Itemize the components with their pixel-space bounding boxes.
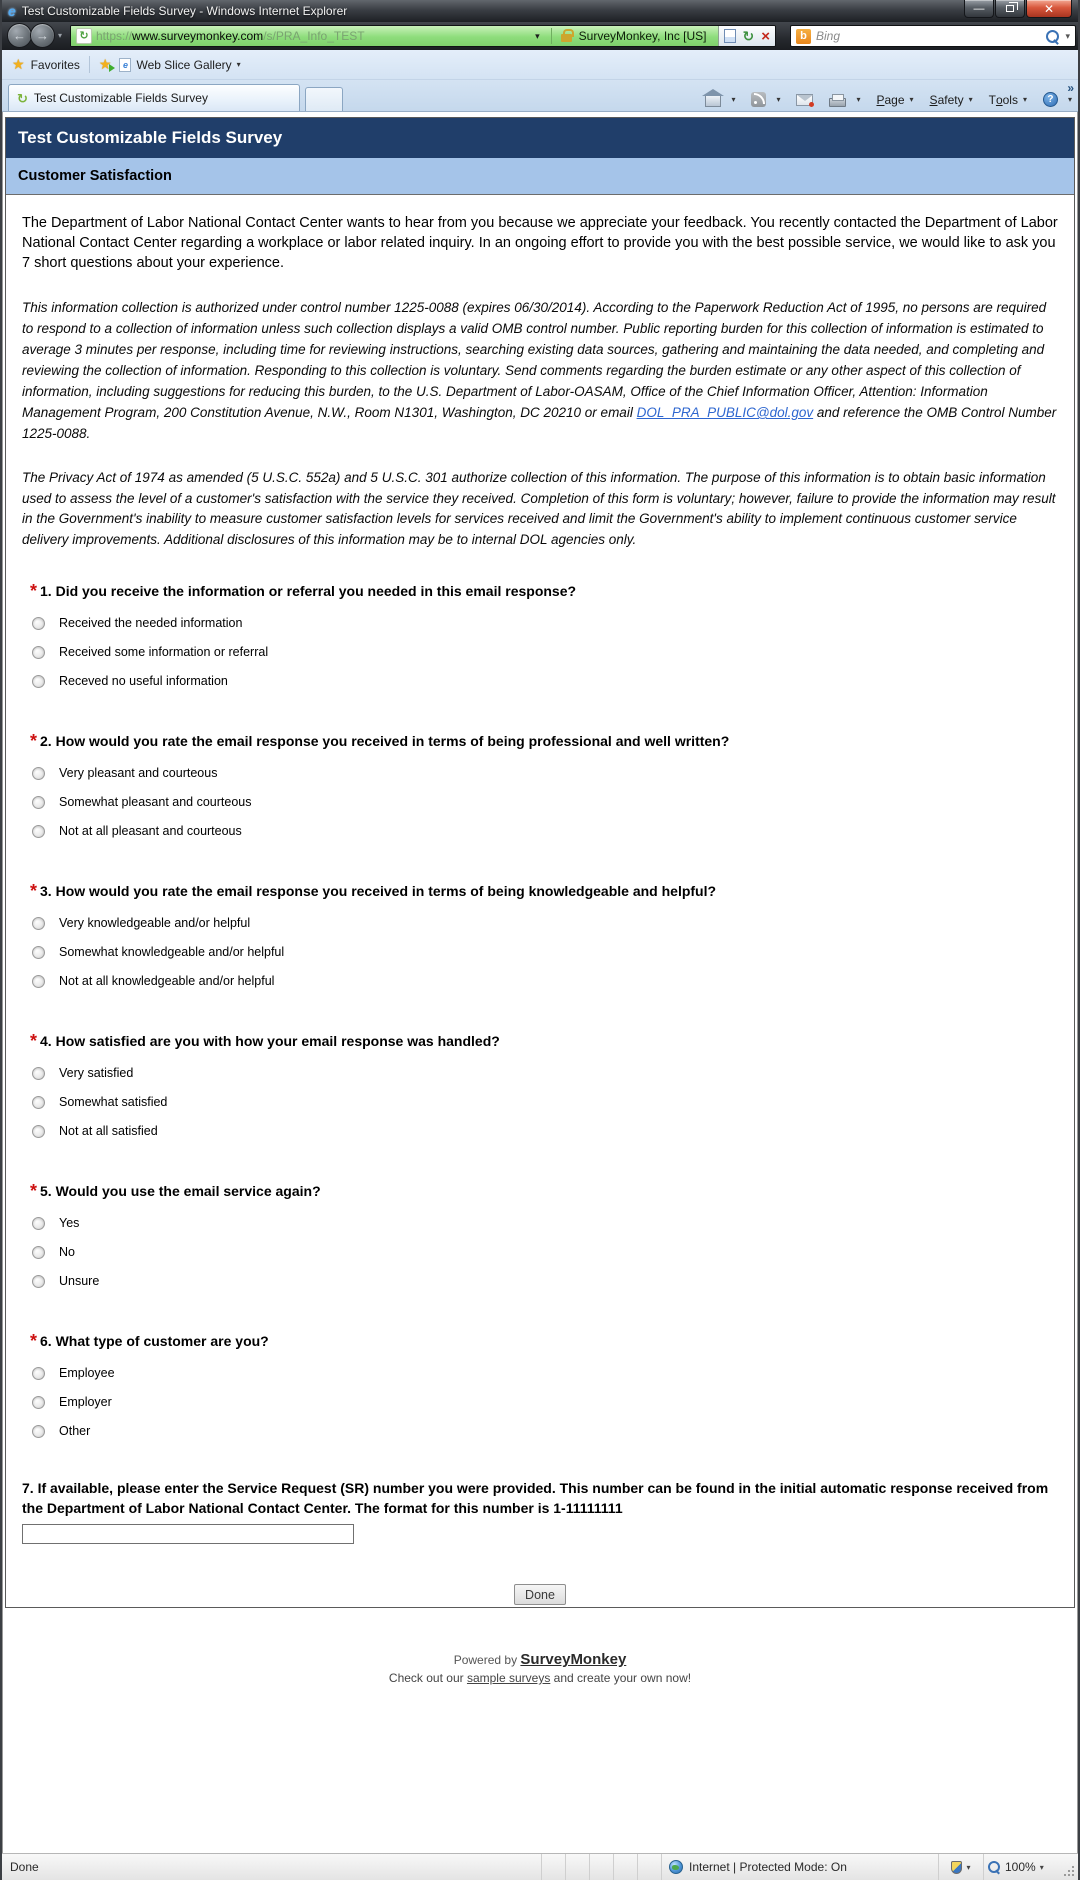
tagline-line: Check out our sample surveys and create your own now! xyxy=(388,1671,692,1685)
sample-surveys-link[interactable]: sample surveys xyxy=(466,1671,551,1685)
address-bar[interactable] xyxy=(70,25,776,47)
ev-certificate-identity[interactable]: SurveyMonkey, Inc [US] xyxy=(578,29,707,43)
radio-button[interactable] xyxy=(32,1275,45,1288)
internet-zone-icon xyxy=(669,1860,683,1874)
tools-menu[interactable]: T o ols ▾ xyxy=(988,92,1027,107)
protected-mode-control[interactable] xyxy=(938,1854,983,1880)
address-divider xyxy=(551,28,552,44)
shield-dropdown-icon: ▾ xyxy=(966,1862,971,1872)
done-button[interactable]: Done xyxy=(514,1584,566,1605)
back-button[interactable] xyxy=(7,23,32,48)
radio-option[interactable]: Employee xyxy=(22,1366,1058,1380)
help-icon[interactable]: ? xyxy=(1043,92,1058,107)
page-viewport xyxy=(2,112,1078,1853)
pra-email-link[interactable]: DOL_PRA_PUBLIC@dol.gov xyxy=(636,405,814,420)
web-slice-gallery-button[interactable]: Web Slice Gallery xyxy=(136,57,232,72)
status-text: Done xyxy=(10,1860,39,1874)
radio-option[interactable]: Not at all satisfied xyxy=(22,1124,1058,1138)
question-6 xyxy=(22,1330,1058,1438)
required-asterisk: * xyxy=(30,731,38,751)
refresh-button[interactable]: ↻ xyxy=(742,28,755,44)
radio-button[interactable] xyxy=(32,825,45,838)
survey-title: Test Customizable Fields Survey xyxy=(18,128,283,147)
question-3 xyxy=(22,880,1058,988)
security-zone xyxy=(661,1854,938,1880)
required-asterisk: * xyxy=(30,1181,38,1201)
required-asterisk: * xyxy=(30,881,38,901)
favorites-bar xyxy=(2,50,1078,80)
radio-button[interactable] xyxy=(32,1217,45,1230)
compatibility-view-icon[interactable] xyxy=(724,29,736,43)
radio-option[interactable]: Very pleasant and courteous xyxy=(22,766,1058,780)
home-dropdown-icon[interactable]: ▾ xyxy=(731,95,736,104)
radio-option[interactable]: Not at all knowledgeable and/or helpful xyxy=(22,974,1058,988)
radio-button[interactable] xyxy=(32,1367,45,1380)
resize-grip[interactable] xyxy=(1061,1854,1078,1880)
url-host: www.surveymonkey.com xyxy=(132,29,264,43)
page-dropdown-icon: ▾ xyxy=(909,95,914,104)
zoom-level: 100% xyxy=(1005,1860,1036,1874)
survey-page-banner xyxy=(6,158,1074,195)
minimize-button[interactable] xyxy=(964,0,994,18)
url-scheme: https:// xyxy=(96,29,133,43)
safety-menu[interactable]: S afety ▾ xyxy=(929,92,973,107)
feeds-dropdown-icon[interactable]: ▾ xyxy=(776,95,781,104)
search-dropdown[interactable]: ▾ xyxy=(1065,30,1070,41)
zoom-control[interactable] xyxy=(983,1854,1061,1880)
radio-button[interactable] xyxy=(32,1125,45,1138)
tab-bar xyxy=(2,80,1078,112)
address-dropdown[interactable]: ▾ xyxy=(535,30,540,41)
print-icon[interactable] xyxy=(829,98,846,107)
tab-favicon: ↻ xyxy=(17,90,28,106)
page-favicon: ↻ xyxy=(76,28,92,44)
radio-button[interactable] xyxy=(32,675,45,688)
survey-title-banner xyxy=(6,118,1074,158)
radio-option[interactable]: Receved no useful information xyxy=(22,674,1058,688)
stop-button[interactable]: × xyxy=(761,27,770,45)
favorites-button[interactable]: Favorites xyxy=(30,57,80,72)
address-field[interactable] xyxy=(71,26,718,46)
close-button[interactable] xyxy=(1026,0,1072,18)
status-bar xyxy=(2,1853,1078,1880)
status-segment xyxy=(541,1854,565,1880)
question-label: * 5. Would you use the email service again? xyxy=(30,1181,321,1201)
search-icon[interactable] xyxy=(1045,29,1060,44)
question-label: * 6. What type of customer are you? xyxy=(30,1331,269,1351)
radio-option[interactable]: Very satisfied xyxy=(22,1066,1058,1080)
tab-title: Test Customizable Fields Survey xyxy=(33,91,208,105)
question-label: * 2. How would you rate the email response you received in terms of being professional and well written? xyxy=(30,731,730,751)
question-4 xyxy=(22,1030,1058,1138)
radio-button[interactable] xyxy=(32,1396,45,1409)
required-asterisk: * xyxy=(30,581,38,601)
radio-button[interactable] xyxy=(32,767,45,780)
page-title: Customer Satisfaction xyxy=(18,168,172,184)
question-1 xyxy=(22,580,1058,688)
forward-button[interactable] xyxy=(30,23,55,48)
zone-text: Internet | Protected Mode: On xyxy=(689,1860,847,1874)
page-menu[interactable]: P age ▾ xyxy=(876,92,914,107)
help-dropdown-icon[interactable]: ▾ xyxy=(1067,95,1072,104)
radio-option[interactable]: Somewhat pleasant and courteous xyxy=(22,795,1058,809)
title-bar xyxy=(2,0,1078,22)
favorites-separator xyxy=(89,56,90,73)
favorites-star-icon: ★ xyxy=(12,56,25,72)
status-segment xyxy=(589,1854,613,1880)
radio-option[interactable]: Not at all pleasant and courteous xyxy=(22,824,1058,838)
restore-button[interactable] xyxy=(995,0,1025,18)
radio-option[interactable]: Received the needed information xyxy=(22,616,1058,630)
radio-button[interactable] xyxy=(32,1096,45,1109)
ie-logo-icon: e xyxy=(8,3,16,19)
question-7 xyxy=(22,1478,1058,1544)
radio-button[interactable] xyxy=(32,646,45,659)
radio-option[interactable]: Very knowledgeable and/or helpful xyxy=(22,916,1058,930)
survey-body xyxy=(6,195,1074,1685)
survey-footer xyxy=(22,1651,1058,1685)
search-box[interactable] xyxy=(790,25,1076,47)
required-asterisk: * xyxy=(30,1031,38,1051)
radio-option[interactable]: Unsure xyxy=(22,1274,1058,1288)
radio-option[interactable]: Received some information or referral xyxy=(22,645,1058,659)
question-5 xyxy=(22,1180,1058,1288)
active-tab[interactable] xyxy=(8,84,300,111)
radio-option[interactable]: Yes xyxy=(22,1216,1058,1230)
bing-logo-icon: b xyxy=(796,29,811,44)
command-bar xyxy=(705,92,1072,107)
zoom-dropdown-icon: ▾ xyxy=(1039,1862,1044,1872)
status-segment xyxy=(613,1854,637,1880)
radio-button[interactable] xyxy=(32,617,45,630)
forward-icon: → xyxy=(36,28,49,43)
add-favorite-arrow-icon xyxy=(109,64,115,72)
question-label: * 3. How would you rate the email response you received in terms of being knowledgeable and helpful? xyxy=(30,881,717,901)
navigation-bar xyxy=(2,22,1078,50)
restore-icon xyxy=(1006,5,1014,12)
mail-icon[interactable] xyxy=(796,94,813,106)
powered-by-line: Powered by SurveyMonkey xyxy=(453,1651,627,1668)
url-text xyxy=(96,29,365,43)
search-placeholder[interactable]: Bing xyxy=(816,29,841,43)
shield-icon xyxy=(951,1861,962,1874)
required-asterisk: * xyxy=(30,1331,38,1351)
radio-button[interactable] xyxy=(32,946,45,959)
radio-button[interactable] xyxy=(32,917,45,930)
question-2 xyxy=(22,730,1058,838)
home-icon[interactable] xyxy=(705,96,721,107)
question-label: * 4. How satisfied are you with how your email response was handled? xyxy=(30,1031,500,1051)
surveymonkey-link[interactable]: SurveyMonkey xyxy=(520,1651,627,1668)
add-favorite-button[interactable] xyxy=(99,56,112,73)
status-segment xyxy=(565,1854,589,1880)
status-segment xyxy=(637,1854,661,1880)
minimize-icon: — xyxy=(973,2,985,15)
ssl-lock-icon[interactable] xyxy=(561,34,572,42)
tools-dropdown-icon: ▾ xyxy=(1022,95,1027,104)
new-tab-button[interactable] xyxy=(305,87,343,111)
survey-container xyxy=(5,117,1075,1685)
submit-row xyxy=(22,1584,1058,1605)
address-buttons xyxy=(718,26,776,46)
back-icon: ← xyxy=(13,28,26,43)
web-slice-dropdown-icon[interactable]: ▾ xyxy=(236,60,241,69)
print-dropdown-icon[interactable]: ▾ xyxy=(856,95,861,104)
close-icon: ✕ xyxy=(1043,1,1055,16)
radio-option[interactable]: No xyxy=(22,1245,1058,1259)
radio-button[interactable] xyxy=(32,975,45,988)
toolbar-overflow-icon[interactable]: » xyxy=(1067,81,1074,95)
window-title: Test Customizable Fields Survey - Windows Internet Explorer xyxy=(21,4,348,18)
feeds-icon[interactable] xyxy=(751,92,766,107)
radio-button[interactable] xyxy=(32,1246,45,1259)
radio-option[interactable]: Somewhat satisfied xyxy=(22,1095,1058,1109)
sr-number-input[interactable] xyxy=(22,1524,354,1544)
radio-button[interactable] xyxy=(32,1425,45,1438)
url-path: /s/PRA_Info_TEST xyxy=(263,29,365,43)
radio-option[interactable]: Other xyxy=(22,1424,1058,1438)
radio-button[interactable] xyxy=(32,1067,45,1080)
zoom-icon xyxy=(988,1861,1001,1874)
question-label: 7. If available, please enter the Service Request (SR) number you were provided. This number can be found in the initial automatic response received from the Department of Labor National Contact Center. The format for this number is 1-11111111 xyxy=(22,1480,1049,1516)
radio-button[interactable] xyxy=(32,796,45,809)
safety-dropdown-icon: ▾ xyxy=(968,95,973,104)
web-slice-icon: e xyxy=(119,58,131,72)
privacy-notice-paragraph: The Privacy Act of 1974 as amended (5 U.S.C. 552a) and 5 U.S.C. 301 authorize collection of this information. The purpose of this information is to obtain basic information used to assess the level of a customer's satisfaction with the service they received. Completion of this form is voluntary; however, failure to provide the information may result in the Government's inability to measure customer satisfaction levels for services received and limit the Government's ability to implement continuous customer service delivery improvements. Additional disclosures of this information may be to internal DOL agencies only. xyxy=(22,470,1056,547)
add-favorite-star-icon: ★ xyxy=(98,56,112,72)
radio-option[interactable]: Employer xyxy=(22,1395,1058,1409)
window-controls xyxy=(963,0,1072,18)
pra-notice-paragraph: This information collection is authorized under control number 1225-0088 (expires 06/30/2014). According to the Paperwork Reduction Act of 1995, no persons are required to respond to a collection of information unless such collection displays a valid OMB control number. Public reporting burden for this collection of information is estimated to average 3 minutes per response, including time for reviewing instructions, searching existing data sources, gathering and maintaining the data needed, and completing and reviewing the collection of information. Responding to this collection is voluntary. Send comments regarding the burden estimate or any other aspect of this collection of information, including suggestions for reducing this burden, to the U.S. Department of Labor-OASAM, Office of the Chief Information Officer, Attention: Information Management Program, 200 Constitution Avenue, N.W., Room N1301, Washington, DC 20210 or email DOL_PRA_PUBLIC@dol.gov and reference the OMB Control Number 1225-0088. xyxy=(22,300,1057,441)
intro-paragraph: The Department of Labor National Contact Center wants to hear from you because we appreciate your feedback. You recently contacted the Department of Labor National Contact Center regarding a workplace or labor related inquiry. In an ongoing effort to provide you with the best possible service, we would like to ask you 7 short questions about your experience. xyxy=(22,215,1058,271)
recent-pages-dropdown[interactable]: ▾ xyxy=(58,31,63,40)
question-label: * 1. Did you receive the information or referral you needed in this email response? xyxy=(30,581,577,601)
radio-option[interactable]: Somewhat knowledgeable and/or helpful xyxy=(22,945,1058,959)
